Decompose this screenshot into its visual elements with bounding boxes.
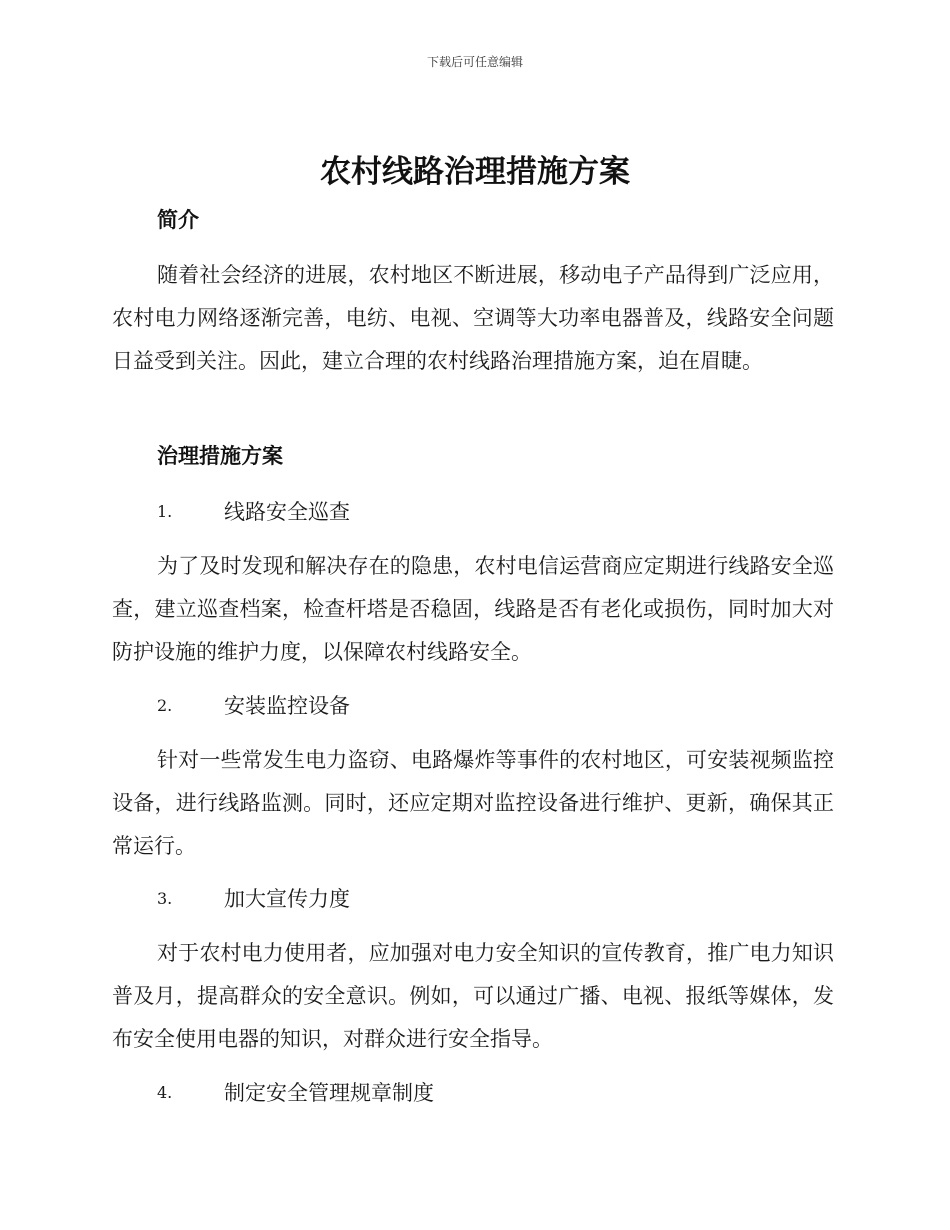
measure-number: 1. xyxy=(157,502,173,521)
measure-number: 2. xyxy=(157,696,173,715)
header-note: 下载后可任意编辑 xyxy=(426,55,523,69)
measure-title: 安装监控设备 xyxy=(224,694,350,718)
measure-3-paragraph: 对于农村电力使用者，应加强对电力安全知识的宣传教育，推广电力知识普及月，提高群众的安全意识。例如，可以通过广播、电视、报纸等媒体，发布安全使用电器的知识，对群众进行安全指导。 xyxy=(112,941,834,1051)
measure-number: 4. xyxy=(157,1083,173,1102)
section-heading-measures: 治理措施方案 xyxy=(157,444,283,468)
measure-title: 线路安全巡查 xyxy=(224,500,350,524)
page-title: 农村线路治理措施方案 xyxy=(320,154,630,190)
measure-title: 制定安全管理规章制度 xyxy=(224,1081,434,1105)
measure-1-paragraph: 为了及时发现和解决存在的隐患，农村电信运营商应定期进行线路安全巡查，建立巡查档案，检查杆塔是否稳固，线路是否有老化或损伤，同时加大对防护设施的维护力度，以保障农村线路安全。 xyxy=(112,554,834,664)
measure-title: 加大宣传力度 xyxy=(224,887,350,911)
intro-paragraph: 随着社会经济的进展，农村地区不断进展，移动电子产品得到广泛应用，农村电力网络逐渐完善，电纺、电视、空调等大功率电器普及，线路安全问题日益受到关注。因此，建立合理的农村线路治理措施方案，迫在眉睫。 xyxy=(112,263,834,373)
measure-2-paragraph: 针对一些常发生电力盗窃、电路爆炸等事件的农村地区，可安装视频监控设备，进行线路监测。同时，还应定期对监控设备进行维护、更新，确保其正常运行。 xyxy=(112,748,834,858)
section-heading-intro: 简介 xyxy=(157,208,199,232)
measure-number: 3. xyxy=(157,889,173,908)
